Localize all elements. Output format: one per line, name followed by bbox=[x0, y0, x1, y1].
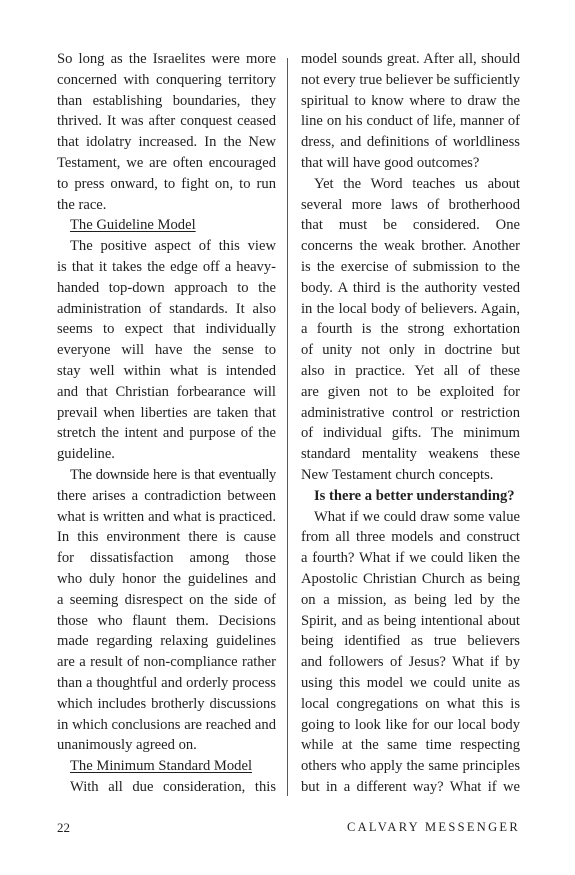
text-line: stay well within what is intended bbox=[57, 362, 276, 379]
text-line: With all due consideration, this bbox=[70, 778, 276, 795]
text-line: from all three models and construct bbox=[301, 529, 520, 546]
text-line: than a thoughtful and orderly process bbox=[57, 674, 276, 691]
text-line: Apostolic Christian Church as being bbox=[301, 570, 520, 587]
text-line: there arises a contradiction between bbox=[57, 487, 276, 504]
text-line: that must be considered. One bbox=[301, 217, 520, 234]
text-line: are given not to be exploited for bbox=[301, 383, 520, 400]
text-line: that idolatry increased. In the New bbox=[57, 134, 276, 151]
text-line: guideline. bbox=[57, 446, 115, 463]
text-line: the race. bbox=[57, 196, 107, 213]
text-line: body. A third is the authority vested bbox=[301, 279, 520, 296]
text-line: for dissatisfaction among those bbox=[57, 550, 276, 567]
section-heading: The Guideline Model bbox=[70, 217, 196, 234]
text-line: Spirit, and as being intentional about bbox=[301, 612, 520, 629]
text-line: others who apply the same principles bbox=[301, 758, 520, 775]
text-line: that will have good outcomes? bbox=[301, 154, 480, 171]
text-line: thrived. It was after conquest ceased bbox=[57, 113, 276, 130]
text-line: standard mentality weakens these bbox=[301, 446, 520, 463]
text-line: dress, and definitions of worldliness bbox=[301, 134, 520, 151]
text-line: going to look like for our local body bbox=[301, 716, 520, 733]
text-line: handed top-down approach to the bbox=[57, 279, 276, 296]
text-line: is the exercise of submission to the bbox=[301, 258, 520, 275]
text-line: using this model we could unite as bbox=[301, 674, 520, 691]
text-line: Yet the Word teaches us about bbox=[314, 175, 520, 192]
text-line: What if we could draw some value bbox=[314, 508, 520, 525]
text-line: unanimously agreed on. bbox=[57, 737, 197, 754]
text-line: prevail when liberties are taken that bbox=[57, 404, 276, 421]
text-line: administrative control or restriction bbox=[301, 404, 520, 421]
text-line: on a mission, as being led by the bbox=[301, 591, 520, 608]
text-line: a fourth is the strong exhortation bbox=[301, 321, 520, 338]
text-line: several more laws of brotherhood bbox=[301, 196, 520, 213]
text-line: are a result of non-compliance rather bbox=[57, 654, 276, 671]
text-line: which includes brotherly discussions bbox=[57, 695, 276, 712]
text-line: The downside here is that eventually bbox=[70, 466, 276, 483]
text-line: So long as the Israelites were more bbox=[57, 51, 276, 67]
publication-name: CALVARY MESSENGER bbox=[346, 820, 520, 834]
text-line: The positive aspect of this view bbox=[70, 238, 276, 255]
page-number: 22 bbox=[57, 820, 70, 835]
text-line: concerns the weak brother. Another bbox=[301, 238, 520, 255]
text-line: while at the same time respecting bbox=[301, 737, 520, 754]
text-line: in which conclusions are reached and bbox=[57, 716, 276, 733]
text-line: line on his conduct of life, manner of bbox=[301, 113, 520, 130]
text-line: being identified as true believers bbox=[301, 633, 520, 650]
text-line: a fourth? What if we could liken the bbox=[301, 550, 520, 567]
text-line: made regarding relaxing guidelines bbox=[57, 633, 276, 650]
section-heading: The Minimum Standard Model bbox=[70, 758, 252, 775]
text-line: in the local body of believers. Again, bbox=[301, 300, 520, 317]
text-line: of individual gifts. The minimum bbox=[301, 425, 520, 442]
text-line: of unity not only in doctrine but bbox=[301, 342, 520, 359]
text-line: local congregations on what this is bbox=[301, 695, 520, 712]
text-line: concerned with conquering territory bbox=[57, 71, 276, 88]
text-line: not every true believer be sufficiently bbox=[301, 71, 520, 88]
text-line: administration of standards. It also bbox=[57, 300, 276, 317]
text-line: and followers of Jesus? What if by bbox=[301, 654, 520, 671]
subheading: Is there a better understanding? bbox=[314, 487, 515, 504]
text-line: spiritual to know where to draw the bbox=[301, 92, 520, 109]
text-line: model sounds great. After all, should bbox=[301, 51, 520, 67]
text-line: stretch the intent and purpose of the bbox=[57, 425, 276, 442]
text-line: and that Christian forbearance will bbox=[57, 383, 276, 400]
text-line: a seeming disrespect on the side of bbox=[57, 591, 276, 608]
column-divider bbox=[287, 58, 288, 796]
text-line: Testament, we are often encouraged bbox=[57, 154, 276, 171]
text-line: In this environment there is cause bbox=[57, 529, 276, 546]
text-line: than establishing boundaries, they bbox=[57, 92, 276, 109]
text-line: but in a different way? What if we bbox=[301, 778, 520, 795]
text-line: those who flaunt them. Decisions bbox=[57, 612, 276, 629]
text-line: is that it takes the edge off a heavy- bbox=[57, 258, 276, 275]
text-line: New Testament church concepts. bbox=[301, 466, 494, 483]
left-text-column bbox=[57, 49, 276, 798]
text-line: seems to expect that individually bbox=[57, 321, 276, 338]
text-line: what is written and what is practiced. bbox=[57, 508, 276, 525]
text-line: also in practice. Yet all of these bbox=[301, 362, 520, 379]
text-line: everyone will have the sense to bbox=[57, 342, 276, 359]
text-line: to press onward, to fight on, to run bbox=[57, 175, 276, 192]
text-line: who duly honor the guidelines and bbox=[57, 570, 276, 587]
right-text-column bbox=[301, 49, 520, 798]
